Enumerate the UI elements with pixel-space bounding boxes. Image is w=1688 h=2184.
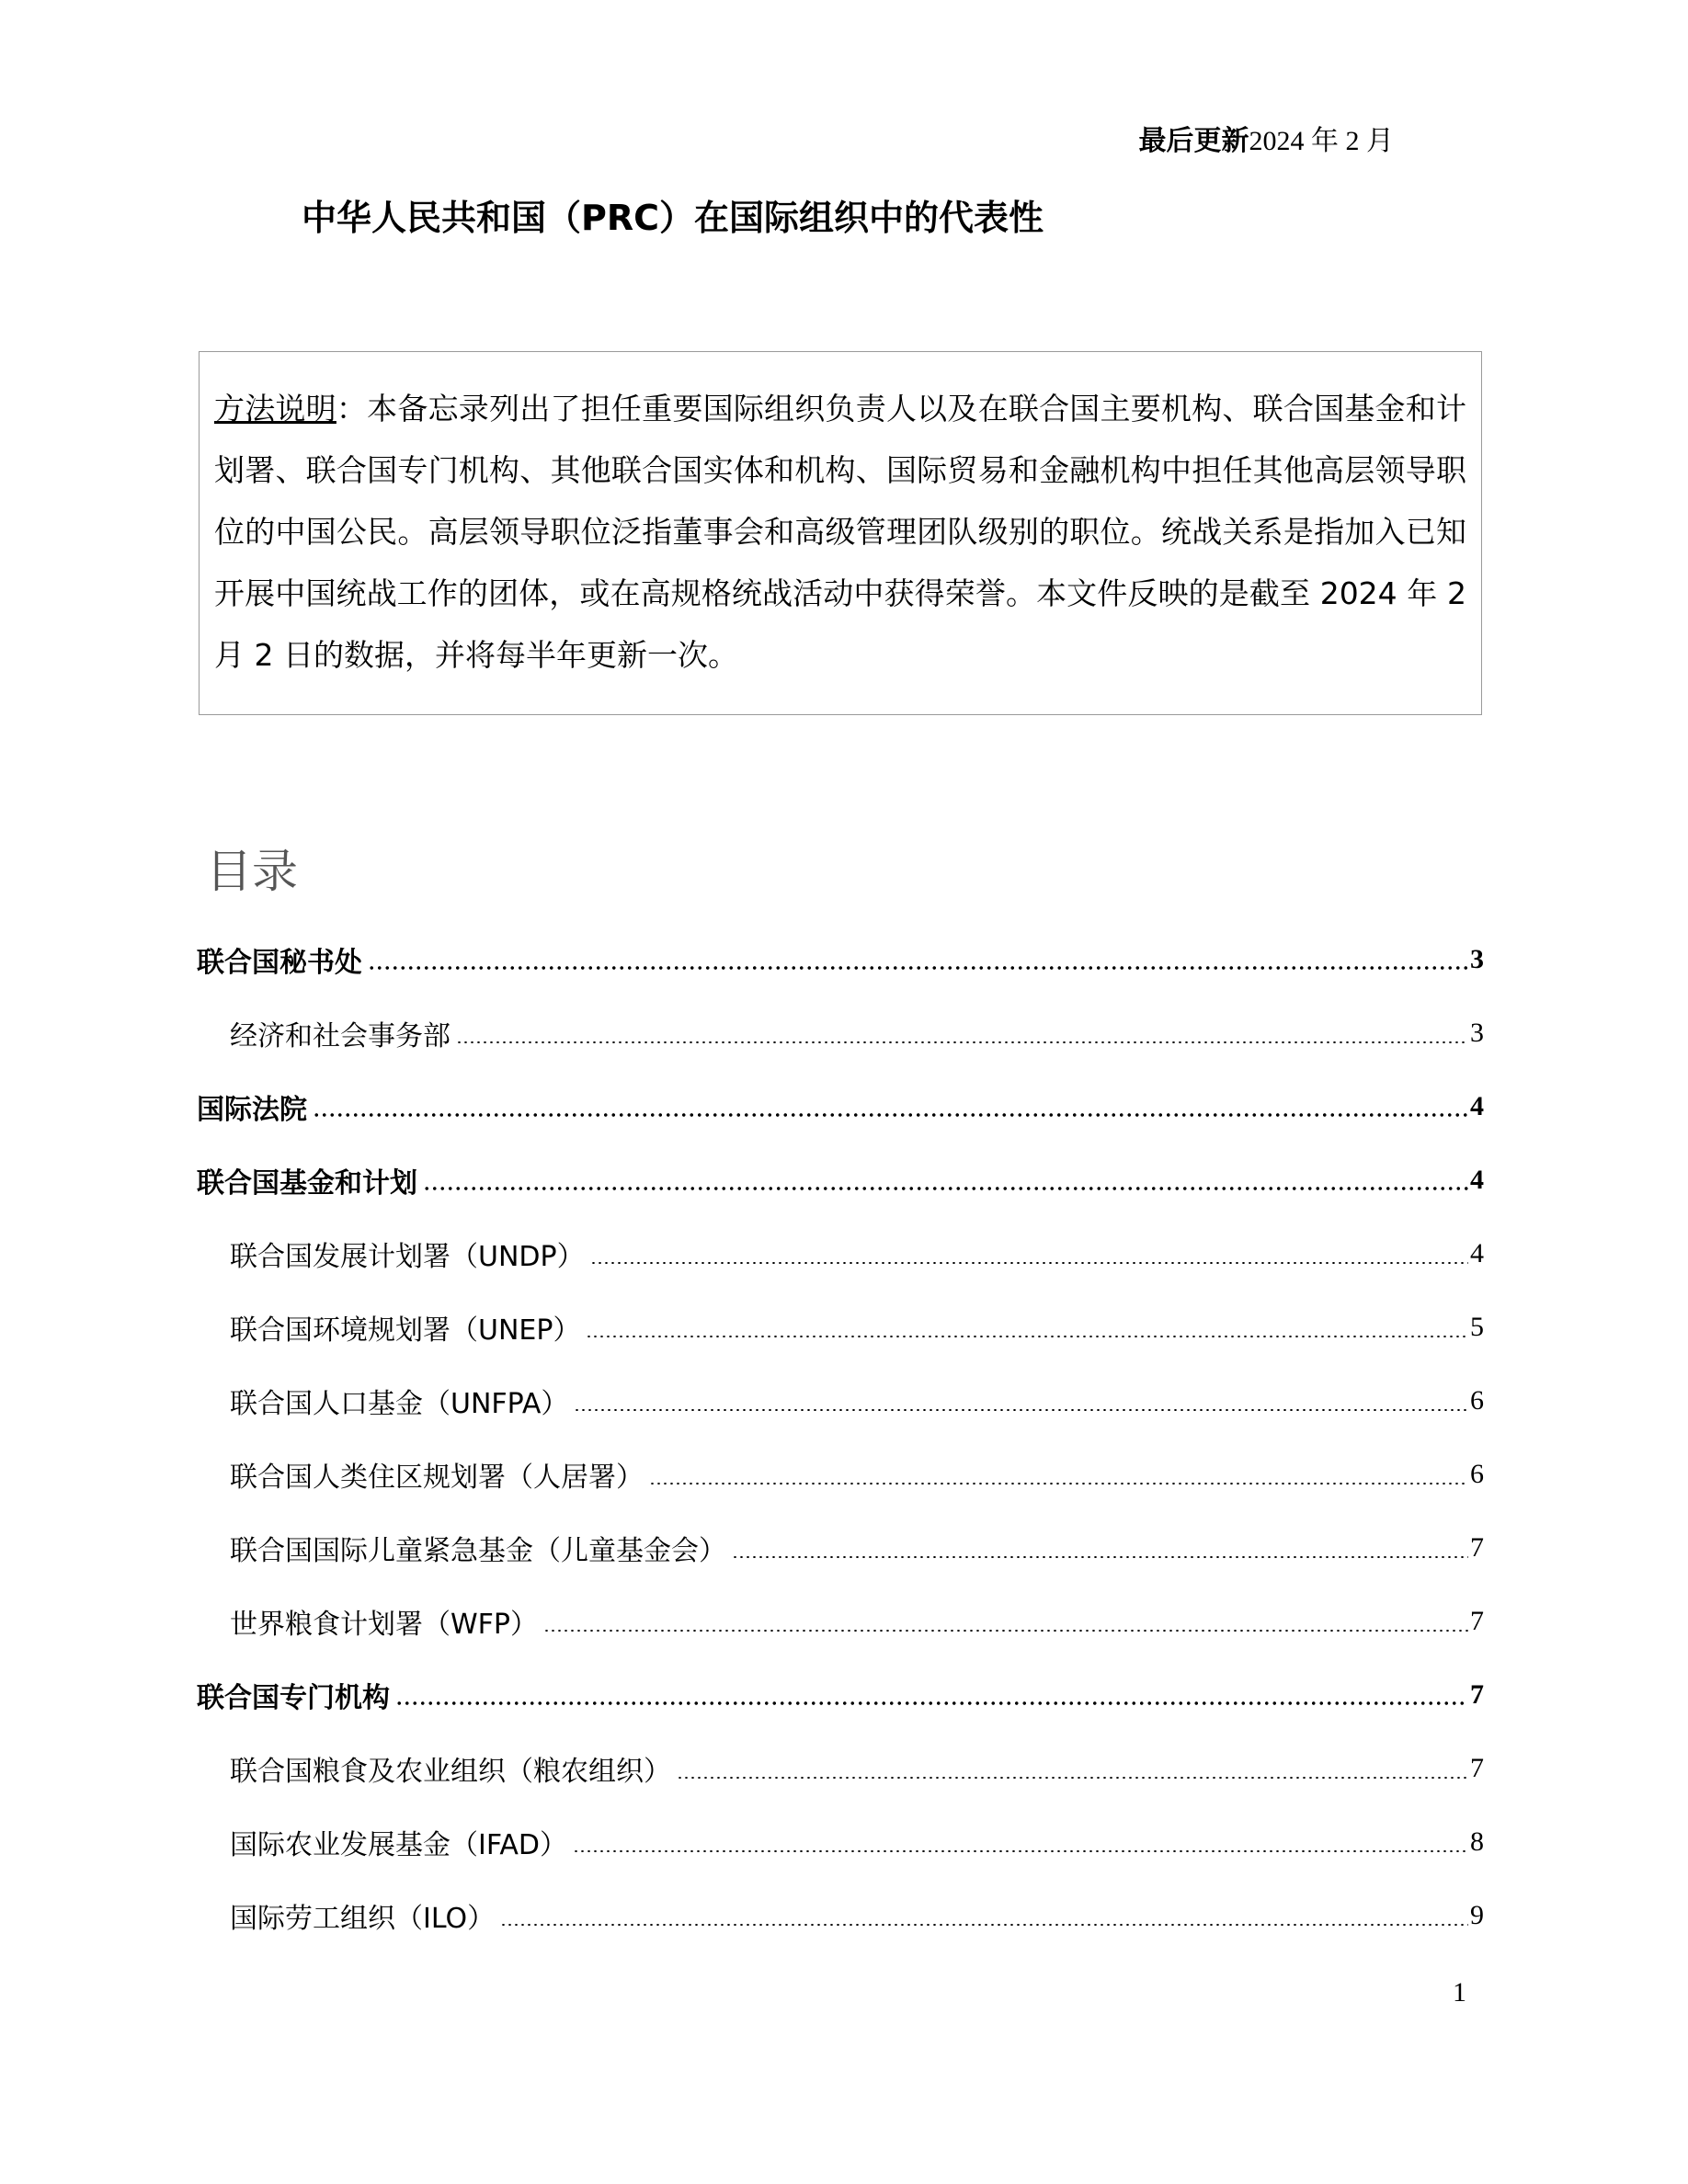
toc-entry-label[interactable]: 世界粮食计划署（WFP）: [230, 1609, 539, 1641]
toc-leader-dots: [368, 966, 1468, 970]
toc-entry-page[interactable]: 4: [1470, 1238, 1484, 1268]
toc-entry-page[interactable]: 3: [1470, 1018, 1484, 1048]
toc-entry-label[interactable]: 国际农业发展基金（IFAD）: [230, 1829, 567, 1861]
toc-heading: 目录: [206, 845, 298, 898]
toc-leader-dots: [732, 1556, 1468, 1558]
toc-leader-dots: [649, 1483, 1468, 1484]
toc-entry-label[interactable]: 联合国人类住区规划署（人居署）: [230, 1462, 644, 1494]
toc-entry-page[interactable]: 7: [1470, 1532, 1484, 1563]
toc-entry-label[interactable]: 联合国粮食及农业组织（粮农组织）: [230, 1756, 671, 1788]
toc-entry-page[interactable]: 5: [1470, 1312, 1484, 1342]
toc-entry-page[interactable]: 8: [1470, 1826, 1484, 1857]
toc-entry-label[interactable]: 联合国国际儿童紧急基金（儿童基金会）: [230, 1535, 726, 1567]
toc-leader-dots: [456, 1041, 1468, 1043]
toc-leader-dots: [423, 1187, 1468, 1190]
toc-entry[interactable]: [197, 996, 1484, 1070]
toc-entry[interactable]: [197, 1217, 1484, 1291]
page-number: 1: [1453, 1977, 1466, 2008]
toc-leader-dots: [395, 1701, 1468, 1705]
toc-entry-page[interactable]: 6: [1470, 1459, 1484, 1489]
last-updated-label: 最后更新: [1138, 125, 1249, 157]
toc-entry-page[interactable]: 4: [1470, 1091, 1484, 1121]
toc-entry-page[interactable]: 7: [1470, 1679, 1484, 1710]
toc-entry[interactable]: [197, 1658, 1484, 1732]
toc-leader-dots: [574, 1409, 1468, 1411]
toc-entry[interactable]: [197, 1291, 1484, 1364]
methodology-label: 方法说明: [214, 391, 336, 427]
toc-entry[interactable]: [197, 1364, 1484, 1438]
toc-entry-label[interactable]: 国际劳工组织（ILO）: [230, 1903, 496, 1935]
toc-entry-page[interactable]: 7: [1470, 1753, 1484, 1783]
toc-entry-label[interactable]: 联合国发展计划署（UNDP）: [230, 1241, 585, 1273]
toc-entry[interactable]: [197, 1143, 1484, 1217]
toc-leader-dots: [586, 1336, 1468, 1337]
toc-entry[interactable]: [197, 1511, 1484, 1585]
toc-leader-dots: [677, 1777, 1468, 1779]
toc-entry-label[interactable]: 联合国专门机构: [197, 1682, 390, 1714]
toc-entry-label[interactable]: 经济和社会事务部: [230, 1020, 451, 1052]
toc-entry[interactable]: [197, 1438, 1484, 1511]
toc-leader-dots: [543, 1630, 1468, 1632]
table-of-contents: [197, 923, 1484, 1952]
toc-leader-dots: [573, 1850, 1468, 1852]
toc-entry-label[interactable]: 国际法院: [197, 1094, 307, 1126]
last-updated-date: 2024 年 2 月: [1249, 126, 1394, 156]
toc-entry-page[interactable]: 3: [1470, 944, 1484, 974]
toc-entry-label[interactable]: 联合国环境规划署（UNEP）: [230, 1314, 581, 1347]
toc-leader-dots: [313, 1113, 1468, 1117]
toc-leader-dots: [590, 1262, 1468, 1264]
methodology-text: ：本备忘录列出了担任重要国际组织负责人以及在联合国主要机构、联合国基金和计划署、联合国专门机构、其他联合国实体和机构、国际贸易和金融机构中担任其他高层领导职位的中国公民。高层领导职位泛指董事会和高级管理团队级别的职位。统战关系是指加入已知开展中国统战工作的团体，或在高规格统战活动中获得荣誉。本文件反映的是截至 2024 年 2 月 2 日的数据，并将每半年更新一次。: [214, 391, 1467, 673]
toc-entry-page[interactable]: 4: [1470, 1165, 1484, 1195]
last-updated: [1139, 123, 1395, 160]
toc-entry[interactable]: [197, 923, 1484, 996]
toc-entry[interactable]: [197, 1805, 1484, 1879]
toc-entry[interactable]: [197, 1732, 1484, 1805]
toc-entry-page[interactable]: 9: [1470, 1900, 1484, 1930]
toc-entry-label[interactable]: 联合国人口基金（UNFPA）: [230, 1388, 569, 1420]
toc-entry[interactable]: [197, 1585, 1484, 1658]
toc-entry-label[interactable]: 联合国秘书处: [197, 947, 362, 979]
toc-leader-dots: [500, 1924, 1468, 1926]
methodology-box: [199, 351, 1482, 715]
toc-entry[interactable]: [197, 1879, 1484, 1952]
toc-entry[interactable]: [197, 1070, 1484, 1143]
toc-entry-page[interactable]: 6: [1470, 1385, 1484, 1416]
page-title: 中华人民共和国（PRC）在国际组织中的代表性: [302, 198, 1044, 238]
toc-entry-page[interactable]: 7: [1470, 1606, 1484, 1636]
toc-entry-label[interactable]: 联合国基金和计划: [197, 1167, 417, 1200]
